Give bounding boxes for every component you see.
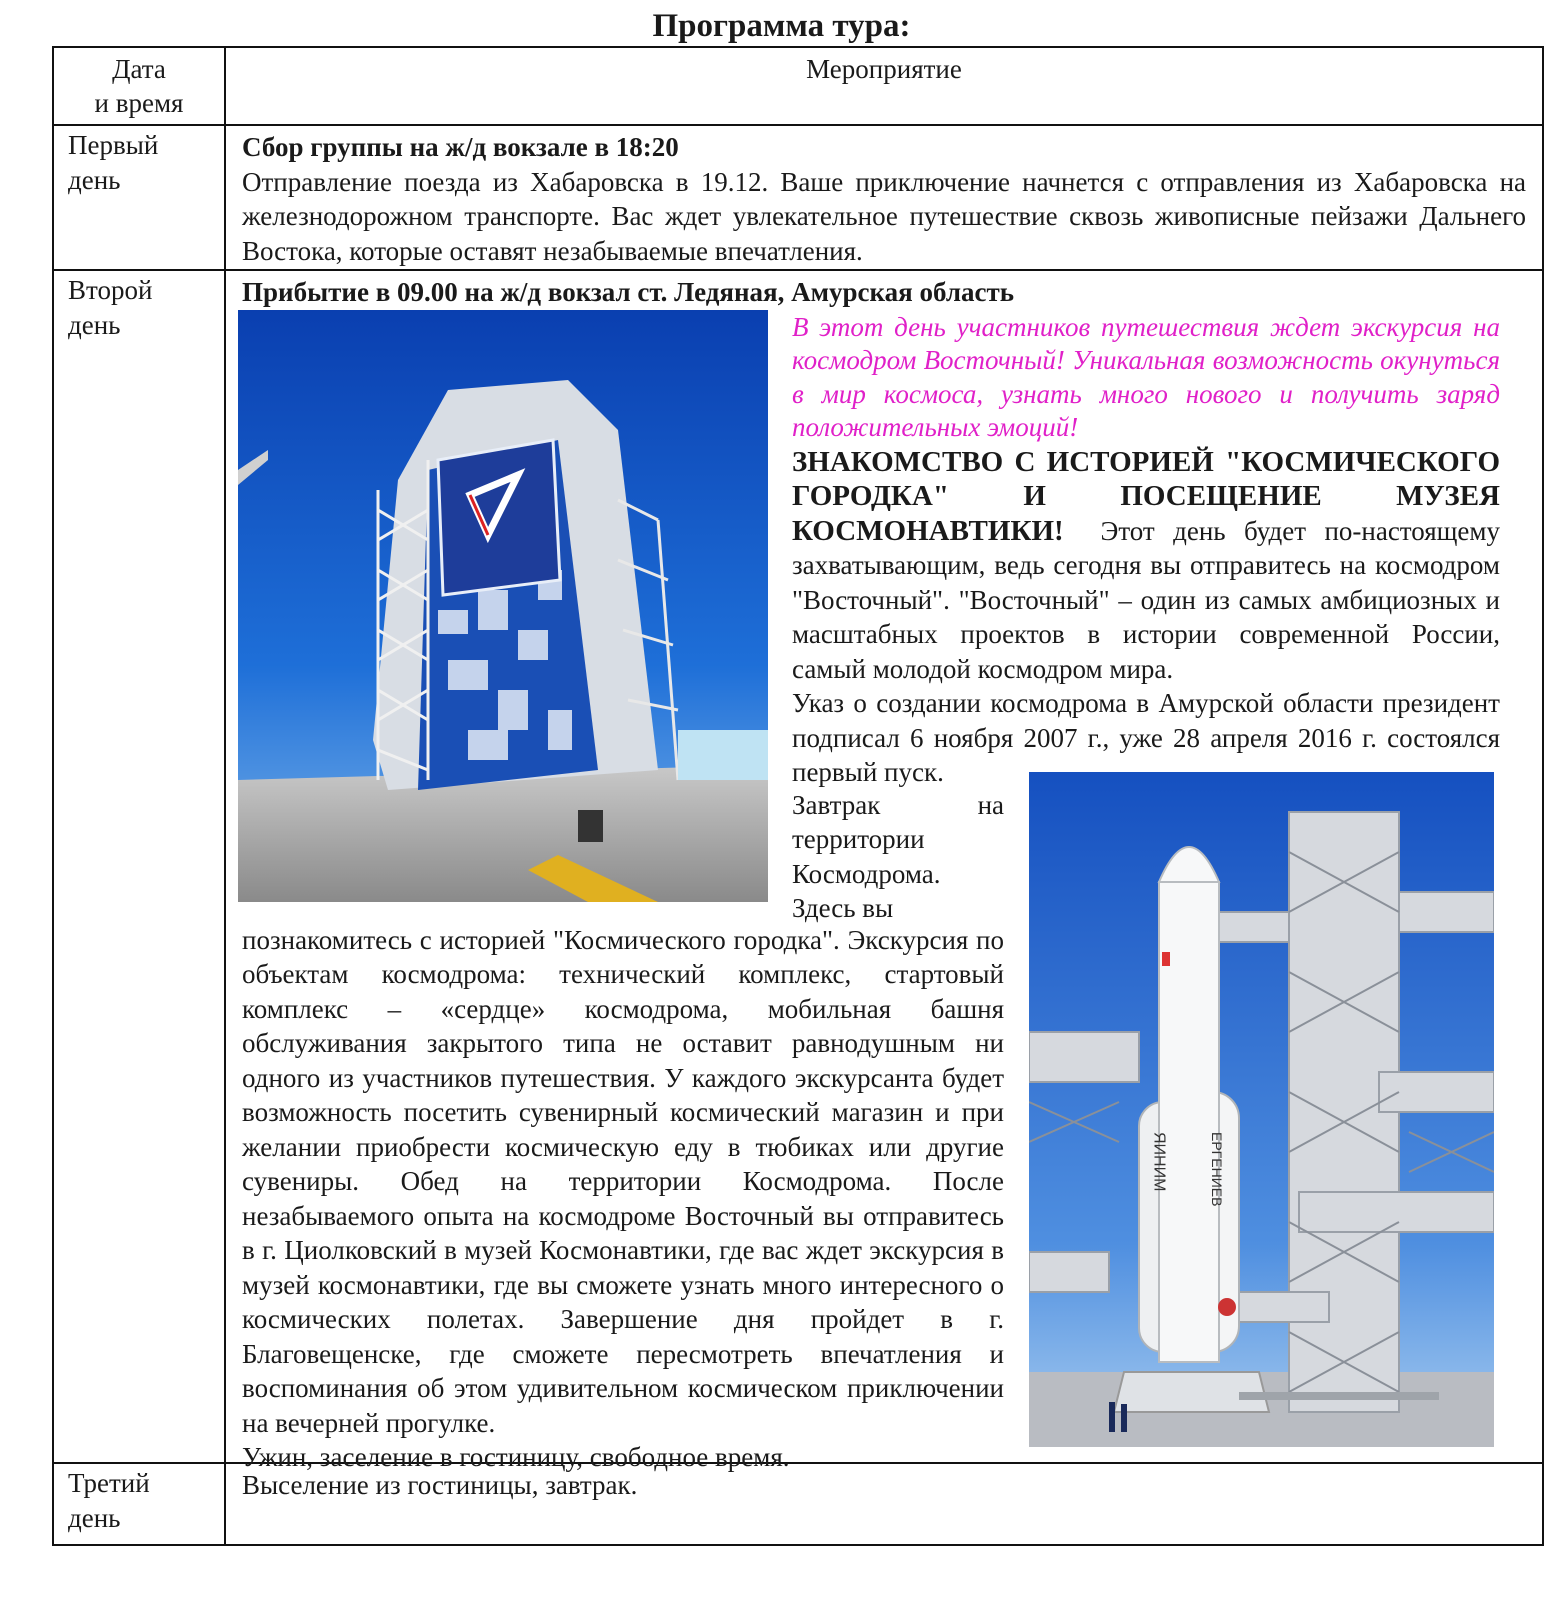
day2-content-cell xyxy=(225,270,1543,1473)
day2-label-cell xyxy=(53,270,225,1463)
day1-label-cell xyxy=(53,125,225,270)
header-date-line2: и время xyxy=(94,88,184,118)
table-row-day1 xyxy=(53,125,1543,270)
header-date-line1: Дата xyxy=(112,54,166,84)
day1-label-line2: день xyxy=(68,165,121,196)
rocket-lettering-right: ЕРГЕНИЕВ xyxy=(1209,1131,1225,1207)
table-row-day3 xyxy=(53,1463,1543,1545)
table-header-row xyxy=(53,47,1543,125)
day2-para3-rest: познакомитесь с историей "Космического городка". Экскурсия по объектам космодрома: технический комплекс, стартовый комплекс – «сердце» космодрома, мобильная башня обслуживания закрытого типа не оставит равнодушным ни одного из участников путешествия. У каждого экскурсанта будет возможность посетить сувенирный космический магазин и при желании приобрести космическую еду в тюбиках или другие сувениры. Обед на территории Космодрома. После незабываемого опыта на космодроме Восточный вы отправитесь в г. Циолковский в музей Космонавтики, где вас ждет экскурсия в музей космонавтики, где вы сможете узнать много интересного о космических полетах. Завершение дня пройдет в г. Благовещенске, где сможете пересмотреть впечатления и воспоминания об этом удивительном космическом приключении на вечерней прогулке. xyxy=(242,924,1004,1438)
day3-label-cell xyxy=(53,1463,225,1545)
day1-label-line1: Первый xyxy=(68,130,159,161)
day2-bottom-column xyxy=(242,923,1004,1475)
day3-text: Выселение из гостиницы, завтрак. xyxy=(242,1469,638,1500)
rocket-lettering-left: ЯИНИМ xyxy=(1150,1131,1168,1192)
day2-para3-start: Завтрак на территории Космодрома. Здесь вы xyxy=(792,789,1004,924)
header-event-cell xyxy=(225,47,1543,125)
day2-caps-heading: ЗНАКОМСТВО С ИСТОРИЕЙ "КОСМИЧЕСКОГО ГОРОДКА" И ПОСЕЩЕНИЕ МУЗЕЯ КОСМОНАВТИКИ! xyxy=(792,445,1500,547)
day3-label-line2: день xyxy=(68,1502,121,1533)
rocket-photo-icon xyxy=(1029,772,1494,1447)
day3-label-line1: Третий xyxy=(68,1467,150,1498)
launch-tower-photo-icon xyxy=(238,310,768,902)
tour-program-table xyxy=(52,46,1544,1546)
day1-text: Отправление поезда из Хабаровска в 19.12. Ваше приключение начнется с отправления из Хабаровска на железнодорожном транспорте. Вас ждет увлекательное путешествие сквозь живописные пейзажи Дальнего Востока, которые оставят незабываемые впечатления. xyxy=(242,166,1526,266)
day2-para4: Ужин, заселение в гостиницу, свободное время. xyxy=(242,1442,790,1473)
header-event-label: Мероприятие xyxy=(806,54,962,84)
day2-para2: Указ о создании космодрома в Амурской области президент подписал 6 ноября 2007 г., уже 28 апреля 2016 г. состоялся первый пуск. xyxy=(792,688,1500,788)
day2-intro-italic: В этот день участников путешествия ждет экскурсия на космодром Восточный! Уникальная возможность окунуться в мир космоса, узнать много нового и получить заряд положительных эмоций! xyxy=(792,311,1500,443)
day1-content-cell xyxy=(225,125,1543,270)
day2-label-line1: Второй xyxy=(68,274,153,305)
day3-content-cell xyxy=(225,1463,1543,1545)
table-row-day2 xyxy=(53,270,1543,1463)
page-title: Программа тура: xyxy=(652,8,911,44)
header-date-cell xyxy=(53,47,225,125)
day2-para1: Этот день будет по-настоящему захватывающим, ведь сегодня вы отправитесь на космодром "Восточный". "Восточный" – один из самых амбициозных и масштабных проектов в истории современной России, самый молодой космодром мира. xyxy=(792,515,1501,684)
day2-heading: Прибытие в 09.00 на ж/д вокзал ст. Ледяная, Амурская область xyxy=(242,276,1015,307)
day2-right-column xyxy=(792,311,1500,790)
day2-caps-paragraph xyxy=(792,445,1500,687)
day1-heading: Сбор группы на ж/д вокзале в 18:20 xyxy=(242,132,679,163)
day2-label-line2: день xyxy=(68,309,121,340)
